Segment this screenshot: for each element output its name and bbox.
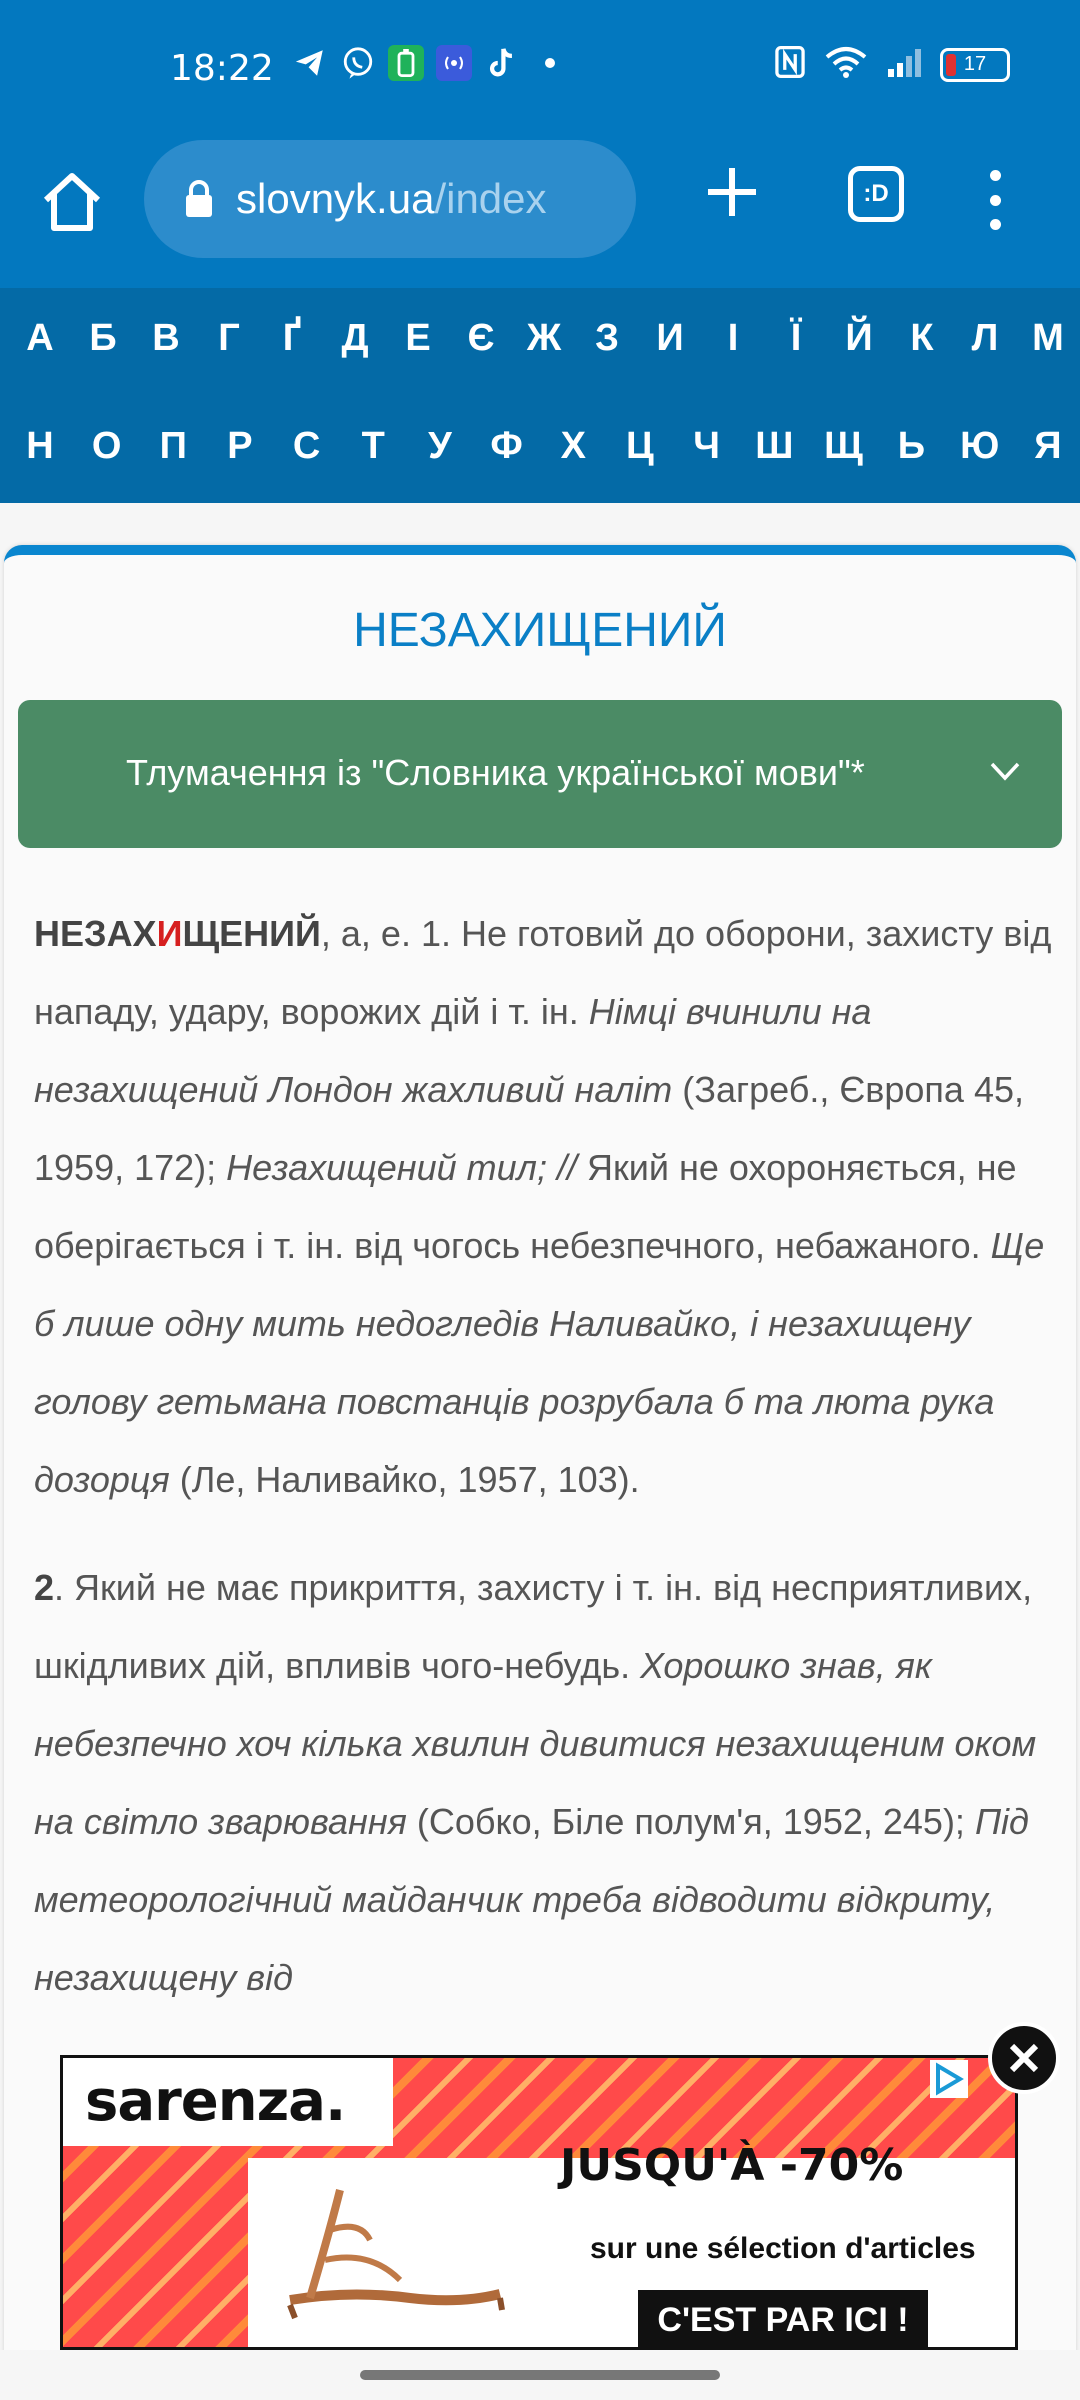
browser-toolbar bbox=[0, 140, 1080, 290]
letter-link[interactable]: О bbox=[91, 424, 122, 467]
plus-icon bbox=[700, 160, 764, 224]
address-bar[interactable] bbox=[144, 140, 636, 258]
letter-link[interactable]: І bbox=[727, 316, 739, 359]
status-time: 18:22 bbox=[170, 48, 274, 89]
letter-link[interactable]: В bbox=[152, 316, 180, 359]
new-tab-button[interactable] bbox=[700, 160, 764, 224]
definition-paragraph-2: 2. Який не має прикриття, захисту і т. ін. від несприятливих, шкідливих дій, впливів чого-небудь. Хорошко знав, як небезпечно хоч кілька хвилин дивитися незахищеним оком на світло зварювання (Собко, Біле полум'я, 1952, 245); Під метеорологічний майданчик треба відводити відкриту, незахищену від bbox=[34, 1567, 1037, 1998]
letter-link[interactable]: Д bbox=[341, 316, 369, 359]
letter-link[interactable]: Й bbox=[845, 316, 873, 359]
example-quote: Ще б лише одну мить недогледів Наливайко, і незахищену голову гетьмана повстанців розрубала б та люта рука дозорця bbox=[34, 1225, 1045, 1500]
close-icon bbox=[1006, 2040, 1042, 2076]
alphabet-nav bbox=[0, 288, 1080, 503]
dot-icon bbox=[532, 45, 568, 81]
ad-brand-logo: sarenza. bbox=[63, 2058, 393, 2146]
headword: НЕЗАХИЩЕНИЙ bbox=[34, 913, 321, 954]
letter-link[interactable]: З bbox=[595, 316, 619, 359]
url-path: /index bbox=[434, 175, 547, 222]
letter-link[interactable]: Я bbox=[1034, 424, 1062, 467]
letter-link[interactable]: Е bbox=[405, 316, 431, 359]
lock-icon bbox=[184, 179, 214, 219]
viber-icon bbox=[340, 45, 376, 81]
signal-icon bbox=[886, 47, 922, 82]
home-button[interactable] bbox=[36, 166, 108, 238]
source-accordion[interactable] bbox=[18, 700, 1062, 848]
url-text bbox=[236, 175, 547, 223]
alphabet-row-2 bbox=[0, 396, 1080, 496]
letter-link[interactable]: С bbox=[292, 424, 321, 467]
letter-link[interactable]: М bbox=[1032, 316, 1064, 359]
letter-link[interactable]: А bbox=[26, 316, 54, 359]
example-quote: Незахищений тил; // bbox=[226, 1147, 577, 1188]
battery-icon bbox=[940, 48, 1010, 82]
menu-dot bbox=[990, 195, 1001, 206]
tab-switcher-button[interactable]: :D bbox=[848, 166, 904, 222]
alphabet-row-1 bbox=[0, 288, 1080, 388]
example-quote: Німці вчинили на незахищений Лондон жахливий наліт bbox=[34, 991, 872, 1110]
chevron-down-icon bbox=[988, 754, 1022, 788]
ad-choices-icon[interactable] bbox=[930, 2060, 968, 2098]
letter-link[interactable]: П bbox=[159, 424, 187, 467]
menu-dot bbox=[990, 170, 1001, 181]
letter-link[interactable]: Є bbox=[467, 316, 495, 359]
page-title: НЕЗАХИЩЕНИЙ bbox=[353, 604, 727, 657]
home-indicator[interactable] bbox=[360, 2370, 720, 2380]
letter-link[interactable]: Т bbox=[361, 424, 385, 467]
nfc-icon bbox=[774, 45, 806, 84]
telegram-icon bbox=[292, 45, 328, 81]
source-label: Тлумачення із "Словника української мови"* bbox=[126, 752, 865, 793]
letter-link[interactable]: Ь bbox=[897, 424, 926, 467]
letter-link[interactable]: Ф bbox=[490, 424, 523, 467]
status-bar bbox=[0, 0, 1080, 140]
letter-link[interactable]: И bbox=[656, 316, 684, 359]
letter-link[interactable]: Ї bbox=[790, 316, 802, 359]
ad-cta-button[interactable]: C'EST PAR ICI ! bbox=[638, 2290, 928, 2350]
system-icons bbox=[774, 45, 1010, 84]
letter-link[interactable]: Н bbox=[26, 424, 54, 467]
home-icon bbox=[36, 166, 108, 238]
letter-link[interactable]: Б bbox=[89, 316, 117, 359]
definition-text bbox=[34, 895, 1054, 2047]
gesture-bar bbox=[0, 2350, 1080, 2400]
example-quote: Під метеорологічний майданчик треба відводити відкриту, незахищену від bbox=[34, 1801, 1029, 1998]
letter-link[interactable]: Х bbox=[560, 424, 586, 467]
battery-saver-icon bbox=[388, 45, 424, 81]
sense-number: 2 bbox=[34, 1567, 55, 1608]
letter-link[interactable]: Ц bbox=[626, 424, 654, 467]
letter-link[interactable]: Р bbox=[227, 424, 253, 467]
sandal-image bbox=[270, 2170, 530, 2320]
battery-level: 17 bbox=[963, 53, 987, 75]
menu-dot bbox=[990, 219, 1001, 230]
letter-link[interactable]: Ч bbox=[693, 424, 720, 467]
letter-link[interactable]: Ю bbox=[960, 424, 1000, 467]
tiktok-icon bbox=[484, 45, 520, 81]
letter-link[interactable]: У bbox=[428, 424, 452, 467]
wifi-icon bbox=[824, 45, 868, 84]
example-quote: Хорошко знав, як небезпечно хоч кілька хвилин дивитися незахищеним оком на світло зварювання bbox=[34, 1645, 1037, 1842]
ad-close-button[interactable] bbox=[988, 2022, 1060, 2094]
stress-letter: И bbox=[156, 913, 183, 954]
letter-link[interactable]: Ж bbox=[526, 316, 562, 359]
url-domain: slovnyk.ua bbox=[236, 175, 435, 222]
ad-headline: JUSQU'À -70% bbox=[560, 2140, 904, 2191]
definition-paragraph-1: НЕЗАХИЩЕНИЙ, а, е. 1. Не готовий до оборони, захисту від нападу, удару, ворожих дій і т. ін. Німці вчинили на незахищений Лондон жахливий наліт (Загреб., Європа 45, 1959, 172); Незахищений тил; // Який не охороняється, не оберігається і т. ін. від чогось небезпечного, небажаного. Ще б лише одну мить недогледів Наливайко, і незахищену голову гетьмана повстанців розрубала б та люта рука дозорця (Ле, Наливайко, 1957, 103). bbox=[34, 913, 1052, 1500]
more-menu-button[interactable] bbox=[985, 170, 1005, 230]
notification-icons bbox=[292, 45, 568, 81]
letter-link[interactable]: Ґ bbox=[282, 316, 302, 359]
letter-link[interactable]: Л bbox=[971, 316, 999, 359]
letter-link[interactable]: Ш bbox=[755, 424, 794, 467]
ad-subline: sur une sélection d'articles bbox=[590, 2232, 976, 2265]
letter-link[interactable]: К bbox=[910, 316, 934, 359]
letter-link[interactable]: Г bbox=[218, 316, 240, 359]
letter-link[interactable]: Щ bbox=[824, 424, 863, 467]
broadcast-icon bbox=[436, 45, 472, 81]
